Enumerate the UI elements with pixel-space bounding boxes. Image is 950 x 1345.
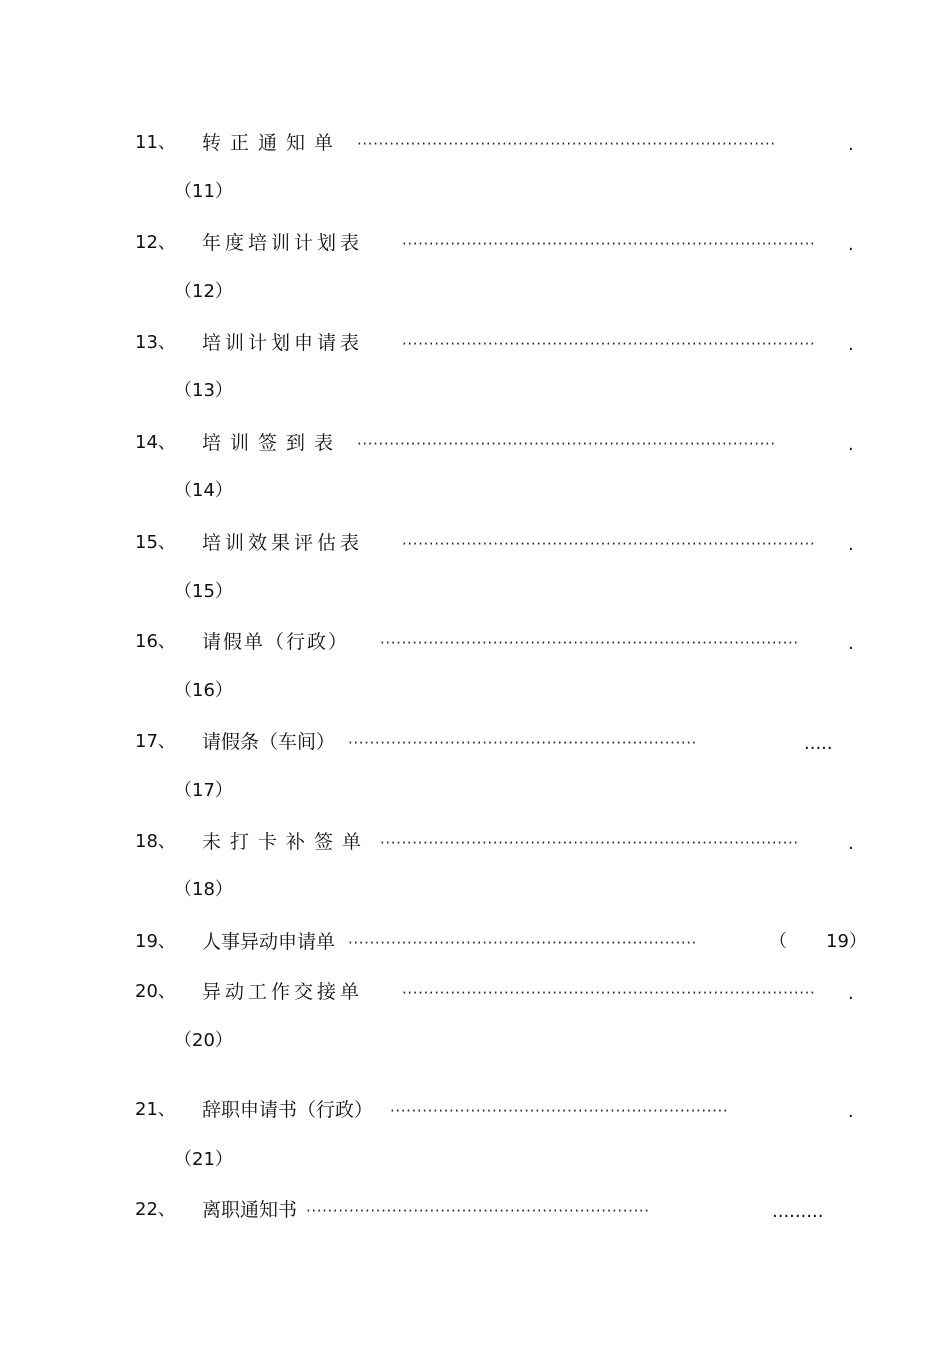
- entry-number: 17、: [135, 731, 176, 752]
- entry-end-marker: .: [848, 1101, 854, 1122]
- dot-leader: ································································: [306, 1202, 650, 1220]
- dot-leader: ··············································································: [357, 435, 776, 453]
- entry-page-number: 19）: [826, 931, 867, 952]
- entry-page-number: （13）: [174, 380, 233, 401]
- dot-leader: ··············································································: [380, 834, 799, 852]
- entry-end-marker: .: [848, 633, 854, 654]
- entry-page-number: （18）: [174, 879, 233, 900]
- entry-title: 未打卡补签单: [202, 831, 371, 853]
- entry-end-marker: .: [848, 334, 854, 355]
- dot-leader: ·······························································: [390, 1102, 729, 1120]
- entry-end-marker: .: [848, 134, 854, 155]
- entry-title: 转正通知单: [202, 132, 343, 154]
- entry-title: 培训签到表: [202, 432, 343, 454]
- entry-end-marker: .: [848, 534, 854, 555]
- dot-leader: ·································································: [348, 734, 697, 752]
- entry-number: 22、: [135, 1199, 176, 1220]
- entry-page-number: （17）: [174, 780, 233, 801]
- entry-page-number: （16）: [174, 680, 233, 701]
- entry-title: 异动工作交接单: [202, 981, 364, 1003]
- entry-number: 20、: [135, 981, 176, 1002]
- entry-end-marker: .: [848, 833, 854, 854]
- dot-leader: ··············································································: [357, 135, 776, 153]
- entry-end-marker: .....: [804, 733, 833, 754]
- entry-page-number: （14）: [174, 480, 233, 501]
- entry-page-open-paren: （: [769, 931, 787, 952]
- entry-title: 人事异动申请单: [202, 931, 336, 953]
- entry-end-marker: .: [848, 983, 854, 1004]
- entry-page-number: （11）: [174, 181, 233, 202]
- entry-end-marker: .: [848, 234, 854, 255]
- dot-leader: ·············································································: [402, 984, 816, 1002]
- entry-title: 请假条（车间）: [202, 731, 336, 753]
- entry-end-marker: .........: [772, 1201, 824, 1222]
- entry-number: 16、: [135, 631, 176, 652]
- entry-title: 请假单（行政）: [202, 631, 350, 653]
- entry-page-number: （20）: [174, 1030, 233, 1051]
- entry-number: 14、: [135, 432, 176, 453]
- dot-leader: ·············································································: [402, 335, 816, 353]
- dot-leader: ··············································································: [380, 634, 799, 652]
- entry-number: 12、: [135, 232, 176, 253]
- entry-number: 13、: [135, 332, 176, 353]
- entry-title: 培训计划申请表: [202, 332, 364, 354]
- entry-title: 年度培训计划表: [202, 232, 364, 254]
- entry-title: 辞职申请书（行政）: [202, 1099, 374, 1121]
- entry-title: 离职通知书: [202, 1199, 298, 1221]
- entry-title: 培训效果评估表: [202, 532, 364, 554]
- entry-number: 19、: [135, 931, 176, 952]
- entry-number: 18、: [135, 831, 176, 852]
- dot-leader: ·································································: [348, 934, 697, 952]
- entry-end-marker: .: [848, 434, 854, 455]
- entry-page-number: （21）: [174, 1149, 233, 1170]
- dot-leader: ·············································································: [402, 235, 816, 253]
- entry-number: 11、: [135, 132, 176, 153]
- dot-leader: ·············································································: [402, 535, 816, 553]
- entry-number: 15、: [135, 532, 176, 553]
- entry-number: 21、: [135, 1099, 176, 1120]
- entry-page-number: （12）: [174, 281, 233, 302]
- entry-page-number: （15）: [174, 581, 233, 602]
